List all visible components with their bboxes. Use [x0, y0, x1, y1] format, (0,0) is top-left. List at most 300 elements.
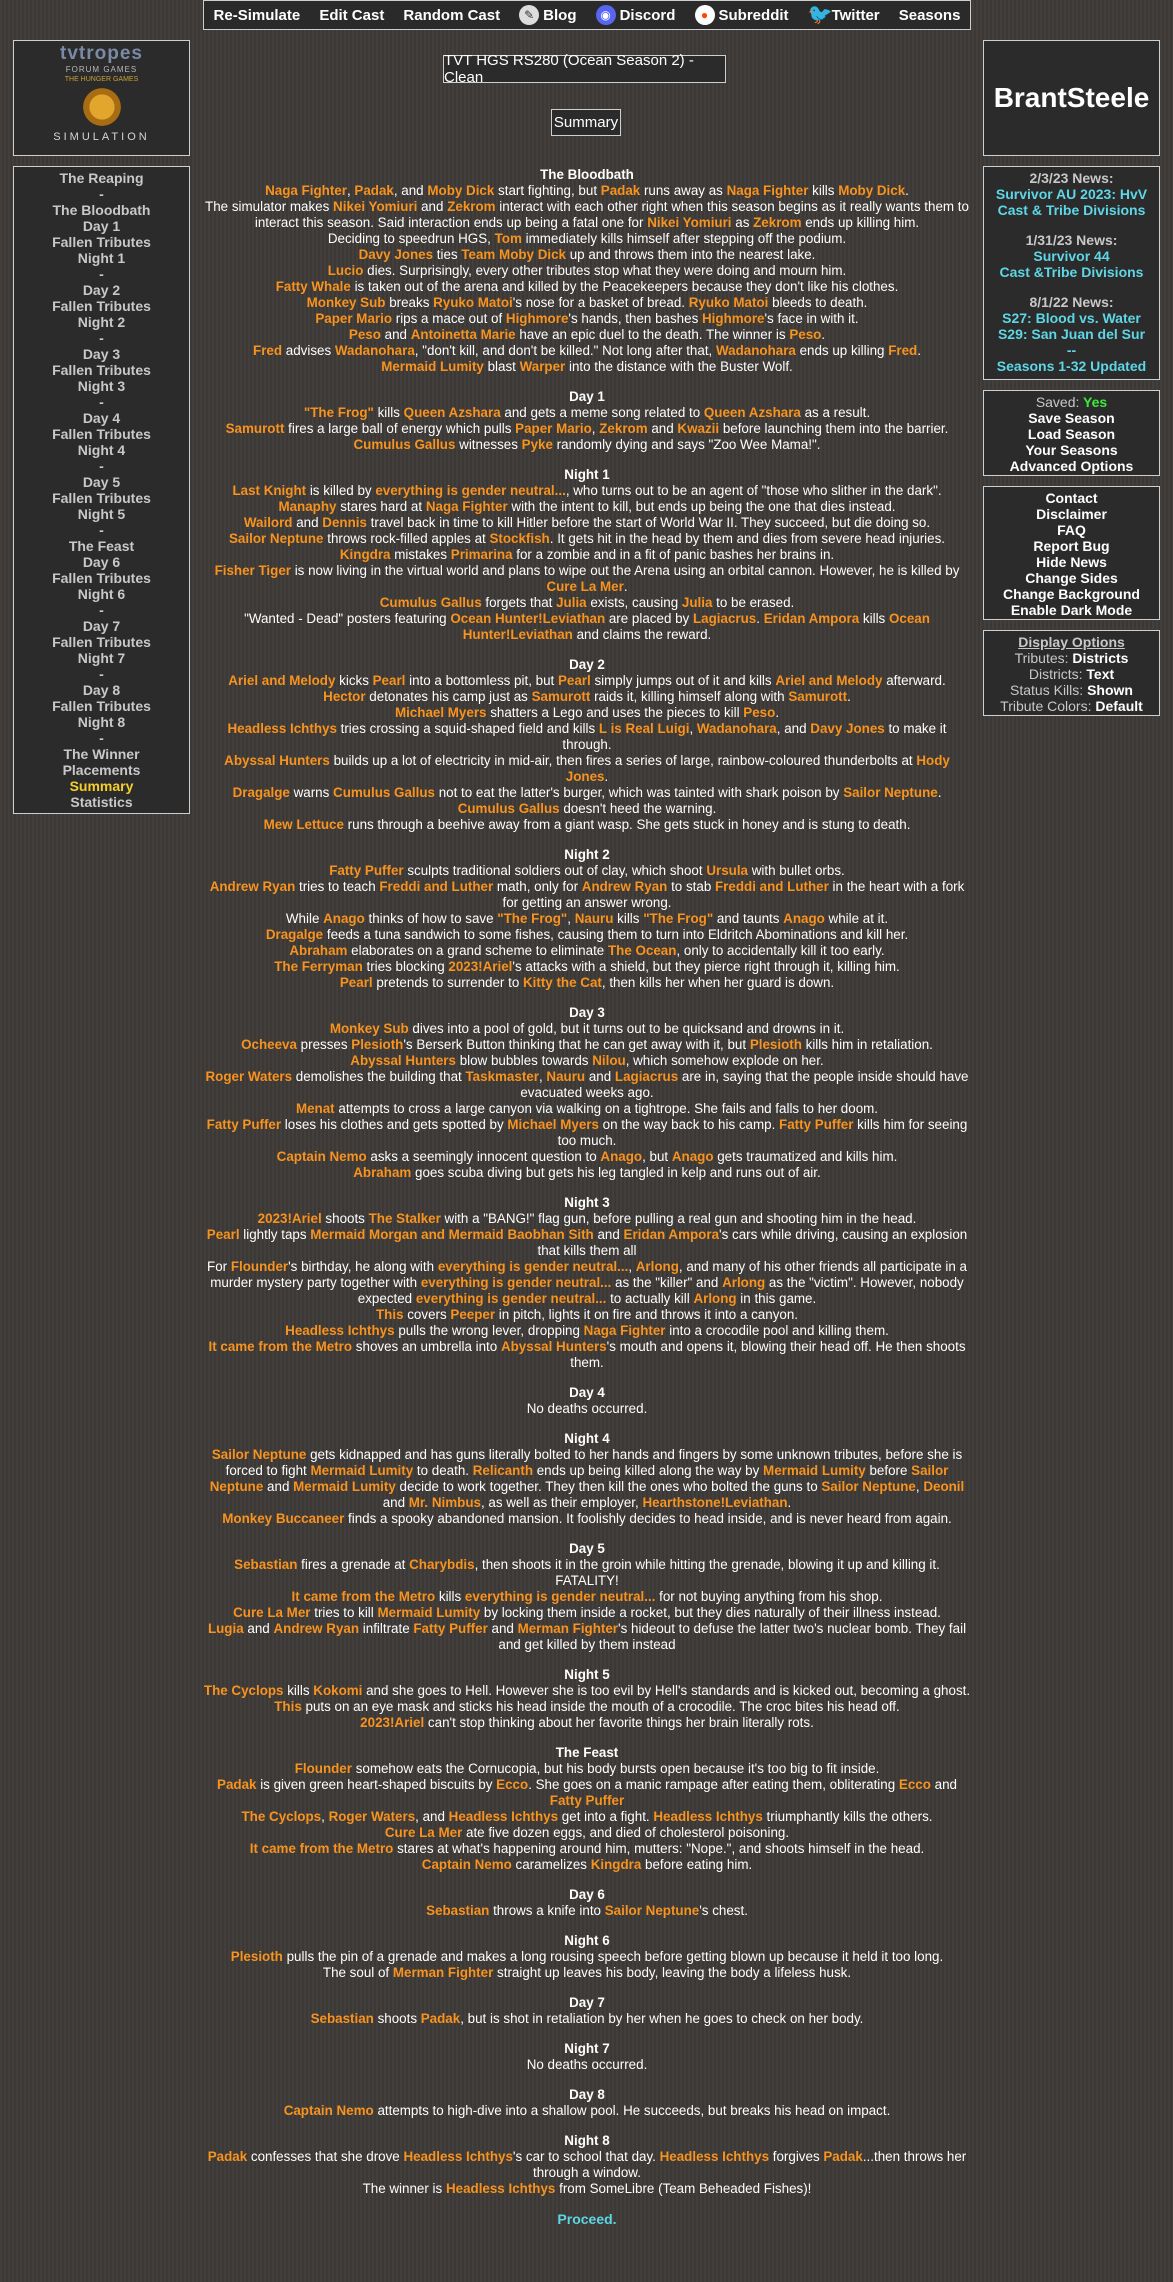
event-text: Fatty Puffer loses his clothes and gets spotted by Michael Myers on the way back to his camp. Fatty Puffer kills him for seeing too much.: [206, 1117, 968, 1148]
tribute-name: Naga Fighter: [425, 499, 508, 514]
event-text: Captain Nemo asks a seemingly innocent question to Anago, but Anago gets traumatized and kills him.: [276, 1149, 898, 1164]
phase-navigation: [13, 166, 190, 814]
tribute-name: Padak: [354, 183, 394, 198]
event-text: Monkey Buccaneer finds a spooky abandoned mansion. It foolishly decides to head inside, and is never heard from again.: [222, 1511, 952, 1526]
tribute-name: Nilou: [592, 1053, 626, 1068]
event-text: Cumulus Gallus forgets that Julia exists, causing Julia to be erased.: [379, 595, 795, 610]
advanced-options-link[interactable]: Advanced Options: [1009, 458, 1134, 474]
phase-link[interactable]: The Bloodbath: [52, 202, 151, 218]
tribute-name: "The Frog": [643, 911, 714, 926]
season-title: TVT HGS RS280 (Ocean Season 2) - Clean: [443, 55, 726, 83]
phase-link[interactable]: Fallen Tributes: [52, 698, 151, 714]
tribute-name: Warper: [519, 359, 566, 374]
news-link[interactable]: S29: San Juan del Sur: [997, 326, 1146, 342]
tribute-name: Samurott: [531, 689, 591, 704]
tribute-name: Kwazii: [677, 421, 720, 436]
phase-link[interactable]: Night 7: [77, 650, 126, 666]
summary-content: [203, 167, 971, 2227]
event-text: Monkey Sub dives into a pool of gold, but it turns out to be quicksand and drowns in it.: [329, 1021, 845, 1036]
event-text: No deaths occurred.: [526, 1401, 648, 1416]
display-row-value[interactable]: Default: [1095, 698, 1143, 714]
tribute-name: Flounder: [230, 1259, 289, 1274]
event-text: It came from the Metro kills everything is gender neutral... for not buying anything from his shop.: [291, 1589, 883, 1604]
tribute-name: Moby Dick: [838, 183, 906, 198]
tribute-name: Headless Ichthys: [285, 1323, 395, 1338]
tribute-name: Cure La Mer: [233, 1605, 311, 1620]
event-text: The soul of Merman Fighter straight up leaves his body, leaving the body a lifeless husk.: [322, 1965, 852, 1980]
tribute-name: Dragalge: [232, 785, 290, 800]
tribute-name: This: [375, 1307, 404, 1322]
tribute-name: Ecco: [898, 1777, 931, 1792]
phase-link[interactable]: Night 2: [77, 314, 126, 330]
tribute-name: 2023!Ariel: [448, 959, 513, 974]
nav-blog[interactable]: [519, 5, 576, 25]
tribute-name: Fatty Puffer: [413, 1621, 488, 1636]
tribute-name: Lucio: [327, 263, 364, 278]
event-text: Padak is given green heart-shaped biscuits by Ecco. She goes on a manic rampage after eating them, obliterating Ecco and Fatty Puffer: [217, 1777, 957, 1808]
section-title: Night 7: [564, 2041, 610, 2056]
tribute-name: Paper Mario: [515, 421, 592, 436]
event-text: Mew Lettuce runs through a beehive away from a giant wasp. She gets stuck in honey and is stung to death.: [263, 817, 911, 832]
event-text: Padak confesses that she drove Headless Ichthys's car to school that day. Headless Ichthys forgives Padak...then throws her through a window.: [207, 2149, 967, 2180]
tribute-name: Lugia: [207, 1621, 244, 1636]
nav-separator: -: [99, 730, 104, 746]
brand-logo[interactable]: BrantSteele: [983, 40, 1160, 156]
tribute-name: Mermaid Lumity: [381, 359, 484, 374]
tribute-name: Paper Mario: [315, 311, 393, 326]
tribute-name: Fatty Puffer: [779, 1117, 854, 1132]
tribute-name: Dennis: [322, 515, 367, 530]
display-row-label: Tributes:: [1014, 650, 1069, 666]
news-link[interactable]: Cast & Tribe Divisions: [997, 202, 1146, 218]
tribute-name: Ariel and Melody: [775, 673, 883, 688]
display-options-title[interactable]: Display Options: [1018, 634, 1125, 650]
tribute-name: The Ferryman: [274, 959, 363, 974]
event-text: Cure La Mer ate five dozen eggs, and died of cholesterol poisoning.: [384, 1825, 790, 1840]
blog-icon: ✎: [519, 5, 539, 25]
phase-link[interactable]: Fallen Tributes: [52, 234, 151, 250]
change-background-link[interactable]: Change Background: [1003, 586, 1140, 602]
event-text: "The Frog" kills Queen Azshara and gets a meme song related to Queen Azshara as a result.: [303, 405, 871, 420]
event-text: Sailor Neptune throws rock-filled apples at Stockfish. It gets hit in the head by them and dies from severe head injuries.: [229, 531, 945, 546]
tribute-name: Peso: [348, 327, 381, 342]
news-date: 1/31/23 News:: [1025, 232, 1118, 248]
display-row: [984, 682, 1159, 698]
phase-link[interactable]: Night 3: [77, 378, 126, 394]
event-text: The simulator makes Nikei Yomiuri and Zekrom interact with each other right when this season begins as it really wants them to interact this season. Said interaction ends up being a fatal one for Nikei Yomiuri as Zekrom ends up killing him.: [205, 199, 969, 230]
tribute-name: Headless Ichthys: [227, 721, 337, 736]
tribute-name: Naga Fighter: [726, 183, 809, 198]
event-text: Peso and Antoinetta Marie have an epic duel to the death. The winner is Peso.: [348, 327, 826, 342]
event-text: It came from the Metro stares at what's happening around him, mutters: "Nope.", and shoots himself in the head.: [249, 1841, 925, 1856]
tribute-name: Hearthstone!Leviathan: [642, 1495, 788, 1510]
tribute-name: Stockfish: [489, 531, 550, 546]
event-text: Cure La Mer tries to kill Mermaid Lumity by locking them inside a rocket, but they dies naturally of their illness instead.: [233, 1605, 941, 1620]
nav-random-cast[interactable]: [403, 7, 500, 24]
tribute-name: Highmore: [505, 311, 569, 326]
tribute-name: Padak: [823, 2149, 863, 2164]
tribute-name: Ocean Hunter!Leviathan: [462, 611, 930, 642]
nav-separator: -: [99, 666, 104, 682]
event-text: Wailord and Dennis travel back in time to kill Hitler before the start of World War II. They succeed, but die doing so.: [243, 515, 931, 530]
event-text: Kingdra mistakes Primarina for a zombie and in a fit of panic bashes her brains in.: [339, 547, 835, 562]
save-panel: [983, 390, 1160, 476]
tribute-name: Monkey Sub: [329, 1021, 409, 1036]
tribute-name: Hector: [323, 689, 366, 704]
display-row-label: Districts:: [1028, 666, 1083, 682]
tribute-name: Ecco: [496, 1777, 529, 1792]
disclaimer-link[interactable]: Disclaimer: [1036, 506, 1107, 522]
news-date: 2/3/23 News:: [1029, 170, 1114, 186]
nav-label: Edit Cast: [319, 6, 385, 24]
phase-link[interactable]: Fallen Tributes: [52, 298, 151, 314]
phase-link[interactable]: Day 5: [82, 474, 121, 490]
tribute-name: Nikei Yomiuri: [647, 215, 732, 230]
event-text: Lugia and Andrew Ryan infiltrate Fatty Puffer and Merman Fighter's hideout to defuse the latter two's nuclear bomb. They fail and get killed by them instead: [207, 1621, 967, 1652]
tribute-name: Andrew Ryan: [581, 879, 668, 894]
event-text: Sebastian fires a grenade at Charybdis, then shoots it in the groin while hitting the grenade, blowing it up and killing it. FATALITY!: [234, 1557, 940, 1588]
event-text: The Cyclops, Roger Waters, and Headless Ichthys get into a fight. Headless Ichthys triumphantly kills the others.: [241, 1809, 933, 1824]
tribute-name: Lagiacrus: [692, 611, 757, 626]
tribute-name: Andrew Ryan: [209, 879, 296, 894]
section-title: Day 4: [569, 1385, 605, 1400]
tribute-name: Cure La Mer: [384, 1825, 463, 1840]
tribute-name: Plesioth: [351, 1037, 404, 1052]
phase-link[interactable]: Day 3: [82, 346, 121, 362]
event-text: This covers Peeper in pitch, lights it on fire and throws it into a canyon.: [375, 1307, 799, 1322]
phase-link[interactable]: Day 8: [82, 682, 121, 698]
report-bug-link[interactable]: Report Bug: [1033, 538, 1110, 554]
phase-link[interactable]: Night 4: [77, 442, 126, 458]
nav-separator: -: [99, 458, 104, 474]
phase-link[interactable]: Day 7: [82, 618, 121, 634]
proceed-link[interactable]: Proceed.: [557, 2211, 617, 2227]
tribute-name: Taskmaster: [465, 1069, 539, 1084]
section-title: The Feast: [555, 1745, 619, 1760]
hide-news-link[interactable]: Hide News: [1036, 554, 1107, 570]
phase-link[interactable]: Day 4: [82, 410, 121, 426]
tribute-name: It came from the Metro: [291, 1589, 436, 1604]
phase-link[interactable]: The Feast: [68, 538, 135, 554]
tribute-name: Anago: [600, 1149, 643, 1164]
tribute-name: Mermaid Morgan and Mermaid Baobhan Sith: [310, 1227, 594, 1242]
event-text: Manaphy stares hard at Naga Fighter with the intent to kill, but ends up being the one that dies instead.: [278, 499, 896, 514]
logo-line3: THE HUNGER GAMES: [64, 76, 139, 83]
tribute-name: Samurott: [225, 421, 285, 436]
tribute-name: Cumulus Gallus: [333, 785, 435, 800]
event-text: Andrew Ryan tries to teach Freddi and Luther math, only for Andrew Ryan to stab Freddi and Luther in the heart with a fork for getting an answer wrong.: [209, 879, 965, 910]
section-title: Day 3: [569, 1005, 605, 1020]
tribute-name: Sailor Neptune: [843, 785, 938, 800]
nav-separator: -: [99, 330, 104, 346]
tribute-name: Freddi and Luther: [715, 879, 829, 894]
phase-link[interactable]: Night 1: [77, 250, 126, 266]
event-text: Sebastian throws a knife into Sailor Neptune's chest.: [426, 1903, 748, 1918]
event-text: The Ferryman tries blocking 2023!Ariel's attacks with a shield, but they pierce right through it, killing him.: [274, 959, 900, 974]
section-title: Day 7: [569, 1995, 605, 2010]
event-text: Cumulus Gallus witnesses Pyke randomly dying and says "Zoo Wee Mama!".: [353, 437, 821, 452]
event-text: Fred advises Wadanohara, "don't kill, and don't be killed." Not long after that, Wadanohara ends up killing Fred.: [253, 343, 921, 358]
event-text: Sebastian shoots Padak, but is shot in retaliation by her when he goes to check on her body.: [310, 2011, 864, 2026]
tribute-name: Cumulus Gallus: [379, 595, 482, 610]
tribute-name: Fatty Puffer: [549, 1793, 625, 1808]
section-title: Night 5: [564, 1667, 610, 1682]
site-logo[interactable]: [13, 40, 190, 156]
tribute-name: Plesioth: [749, 1037, 802, 1052]
event-text: Last Knight is killed by everything is gender neutral..., who turns out to be an agent of "those who slither in the dark".: [232, 483, 942, 498]
tribute-name: Lagiacrus: [614, 1069, 679, 1084]
section-title: Day 1: [569, 389, 605, 404]
phase-link[interactable]: Night 6: [77, 586, 126, 602]
tribute-name: Hody Jones: [565, 753, 950, 784]
tribute-name: Deonil: [923, 1479, 965, 1494]
phase-link[interactable]: Fallen Tributes: [52, 634, 151, 650]
tribute-name: Sailor Neptune: [211, 1447, 307, 1462]
phase-link[interactable]: Day 2: [82, 282, 121, 298]
section-title: Night 6: [564, 1933, 610, 1948]
tribute-name: Samurott: [788, 689, 848, 704]
tribute-name: Abyssal Hunters: [500, 1339, 607, 1354]
phase-link[interactable]: The Winner: [63, 746, 140, 762]
tribute-name: Anago: [323, 911, 365, 926]
event-text: Ariel and Melody kicks Pearl into a bottomless pit, but Pearl simply jumps out of it and kills Ariel and Melody afterward.: [228, 673, 946, 688]
phase-link[interactable]: Fallen Tributes: [52, 426, 151, 442]
phase-link[interactable]: The Reaping: [59, 170, 144, 186]
tribute-name: Wadanohara: [696, 721, 777, 736]
tribute-name: Kitty the Cat: [523, 975, 602, 990]
tribute-name: Headless Ichthys: [659, 2149, 770, 2164]
discord-icon: ◉: [596, 5, 616, 25]
nav-discord[interactable]: [596, 5, 676, 25]
logo-line1: tvtropes: [60, 43, 143, 64]
tribute-name: Anago: [671, 1149, 714, 1164]
event-text: Fatty Puffer sculpts traditional soldiers out of clay, which shoot Ursula with bullet orbs.: [329, 863, 845, 878]
saved-value: Yes: [1083, 394, 1108, 410]
tribute-name: The Ocean: [607, 943, 677, 958]
load-season-link[interactable]: Load Season: [1027, 426, 1116, 442]
tribute-name: Padak: [217, 1777, 257, 1792]
phase-link[interactable]: Night 5: [77, 506, 126, 522]
section-title: Night 2: [564, 847, 610, 862]
event-text: Naga Fighter, Padak, and Moby Dick start fighting, but Padak runs away as Naga Fighter kills Moby Dick.: [265, 183, 909, 198]
phase-link[interactable]: Fallen Tributes: [52, 362, 151, 378]
section-title: Night 1: [564, 467, 610, 482]
event-text: Fatty Whale is taken out of the arena and killed by the Peacekeepers because they don't like his clothes.: [275, 279, 899, 294]
tribute-name: Davy Jones: [358, 247, 434, 262]
tribute-name: It came from the Metro: [208, 1339, 353, 1354]
event-text: "Wanted - Dead" posters featuring Ocean Hunter!Leviathan are placed by Lagiacrus. Eridan Ampora kills Ocean Hunter!Leviathan and claims the reward.: [244, 611, 930, 642]
tribute-name: Zekrom: [599, 421, 648, 436]
saved-status: [984, 394, 1159, 410]
your-seasons-link[interactable]: Your Seasons: [1025, 442, 1118, 458]
event-text: Paper Mario rips a mace out of Highmore's hands, then bashes Highmore's face in with it.: [315, 311, 859, 326]
event-text: Abraham goes scuba diving but gets his leg tangled in kelp and runs out of air.: [353, 1165, 821, 1180]
tribute-name: Nauru: [574, 911, 614, 926]
tribute-name: Cumulus Gallus: [457, 801, 560, 816]
phase-link[interactable]: Fallen Tributes: [52, 570, 151, 586]
news-panel: [983, 166, 1160, 380]
tribute-name: Fred: [253, 343, 283, 358]
nav-label: Blog: [543, 6, 577, 24]
tribute-name: Eridan Ampora: [763, 611, 860, 626]
reddit-icon: ●: [695, 5, 715, 25]
tribute-name: Roger Waters: [328, 1809, 416, 1824]
tribute-name: Nauru: [546, 1069, 586, 1084]
tribute-name: Charybdis: [409, 1557, 475, 1572]
tribute-name: Pearl: [206, 1227, 240, 1242]
tribute-name: Michael Myers: [394, 705, 487, 720]
tribute-name: Sebastian: [310, 2011, 374, 2026]
news-link[interactable]: S27: Blood vs. Water: [1002, 310, 1141, 326]
event-text: It came from the Metro shoves an umbrella into Abyssal Hunters's mouth and opens it, blowing their head off. He then shoots them.: [208, 1339, 966, 1370]
phase-link[interactable]: Day 6: [82, 554, 121, 570]
news-link[interactable]: Survivor 44: [1033, 248, 1110, 264]
news-link[interactable]: Survivor AU 2023: HvV: [995, 186, 1148, 202]
event-text: This puts on an eye mask and sticks his head inside the mouth of a crocodile. The croc bites his head off.: [274, 1699, 900, 1714]
section-title: Night 4: [564, 1431, 610, 1446]
tribute-name: everything is gender neutral...: [464, 1589, 656, 1604]
nav-label: Subreddit: [718, 6, 789, 24]
nav-subreddit[interactable]: [695, 5, 789, 25]
tribute-name: Queen Azshara: [703, 405, 801, 420]
event-text: Davy Jones ties Team Moby Dick up and throws them into the nearest lake.: [358, 247, 816, 262]
tribute-name: Primarina: [450, 547, 513, 562]
tribute-name: Michael Myers: [507, 1117, 599, 1132]
logo-line2: FORUM GAMES: [65, 65, 138, 74]
nav-twitter[interactable]: [808, 5, 880, 25]
news-link[interactable]: Cast &Tribe Divisions: [999, 264, 1144, 280]
contact-link[interactable]: Contact: [1045, 490, 1098, 506]
tribute-name: Sebastian: [426, 1903, 490, 1918]
tribute-name: Merman Fighter: [392, 1965, 494, 1980]
tribute-name: Padak: [600, 183, 641, 198]
section-title: Night 8: [564, 2133, 610, 2148]
phase-link[interactable]: Summary: [69, 778, 134, 794]
top-navigation: [203, 0, 971, 30]
summary-button[interactable]: Summary: [551, 109, 621, 136]
display-row-label: Tribute Colors:: [1000, 698, 1092, 714]
event-text: Sailor Neptune gets kidnapped and has guns literally bolted to her hands and fingers by some unknown tributes, before she is forced to fight Mermaid Lumity to death. Relicanth ends up being killed along the way by Mermaid Lumity before Sailor Neptune and Mermaid Lumity decide to work together. They then kill the ones who bolted the guns to Sailor Neptune, Deonil and Mr. Nimbus, as well as their employer, Hearthstone!Leviathan.: [209, 1447, 965, 1510]
nav-separator: -: [99, 394, 104, 410]
tribute-name: Anago: [783, 911, 825, 926]
faq-link[interactable]: FAQ: [1057, 522, 1086, 538]
tribute-name: Team Moby Dick: [461, 247, 567, 262]
news-link[interactable]: Seasons 1-32 Updated: [996, 358, 1147, 374]
saved-label: Saved:: [1035, 394, 1080, 410]
tribute-name: Fatty Whale: [275, 279, 351, 294]
event-text: Pearl pretends to surrender to Kitty the Cat, then kills her when her guard is down.: [339, 975, 835, 990]
tribute-name: Dragalge: [265, 927, 324, 942]
tribute-name: 2023!Ariel: [360, 1715, 425, 1730]
tribute-name: Pearl: [339, 975, 373, 990]
section-title: Day 5: [569, 1541, 605, 1556]
tribute-name: Fisher Tiger: [214, 563, 291, 578]
tribute-name: Relicanth: [472, 1463, 534, 1478]
tribute-name: Wadanohara: [716, 343, 796, 358]
nav-resimulate[interactable]: [214, 7, 301, 24]
phase-link[interactable]: Fallen Tributes: [52, 490, 151, 506]
event-text: For Flounder's birthday, he along with everything is gender neutral..., Arlong, and many of his other friends all participate in a murder mystery party together with everything is gender neutral... as the "killer" and Arlong as the "victim". However, nobody expected everything is gender neutral... to actually kill Arlong in this game.: [207, 1259, 967, 1306]
tribute-name: Sailor Neptune: [604, 1903, 700, 1918]
event-text: Plesioth pulls the pin of a grenade and makes a long rousing speech before getting blown up because it held it too long.: [230, 1949, 944, 1964]
tribute-name: Naga Fighter: [265, 183, 347, 198]
tribute-name: Headless Ichthys: [448, 1809, 559, 1824]
nav-label: Twitter: [831, 6, 880, 24]
tribute-name: Sailor Neptune: [209, 1463, 949, 1494]
tribute-name: Antoinetta Marie: [410, 327, 516, 342]
tribute-name: everything is gender neutral...: [420, 1275, 612, 1290]
tribute-name: Fred: [888, 343, 918, 358]
tribute-name: Padak: [207, 2149, 248, 2164]
display-row-value[interactable]: Text: [1086, 666, 1115, 682]
tribute-name: Monkey Buccaneer: [222, 1511, 345, 1526]
event-text: Deciding to speedrun HGS, Tom immediately kills himself after stepping off the podium.: [327, 231, 847, 246]
tribute-name: Monkey Sub: [306, 295, 386, 310]
display-row: [984, 666, 1159, 682]
nav-label: Re-Simulate: [213, 6, 301, 24]
event-text: 2023!Ariel shoots The Stalker with a "BANG!" flag gun, before pulling a real gun and shooting him in the head.: [257, 1211, 917, 1226]
tribute-name: Pearl: [557, 673, 591, 688]
tribute-name: Peeper: [450, 1307, 496, 1322]
nav-label: Seasons: [898, 6, 961, 24]
event-text: Lucio dies. Surprisingly, every other tributes stop what they were doing and mourn him.: [327, 263, 847, 278]
dark-mode-link[interactable]: Enable Dark Mode: [1010, 602, 1133, 618]
tribute-name: Padak: [420, 2011, 461, 2026]
tribute-name: Peso: [789, 327, 822, 342]
nav-edit-cast[interactable]: [319, 7, 384, 24]
phase-link[interactable]: Statistics: [70, 794, 133, 810]
event-text: Abraham elaborates on a grand scheme to eliminate The Ocean, only to accidentally kill it too early.: [289, 943, 885, 958]
event-text: Michael Myers shatters a Lego and uses the pieces to kill Peso.: [394, 705, 780, 720]
tribute-name: Abraham: [289, 943, 348, 958]
nav-seasons[interactable]: [899, 7, 961, 24]
tribute-name: The Cyclops: [203, 1683, 284, 1698]
tribute-name: Manaphy: [278, 499, 337, 514]
change-sides-link[interactable]: Change Sides: [1025, 570, 1118, 586]
phase-link[interactable]: Day 1: [82, 218, 121, 234]
tribute-name: Captain Nemo: [421, 1857, 512, 1872]
event-text: Captain Nemo attempts to high-dive into a shallow pool. He succeeds, but breaks his head on impact.: [283, 2103, 891, 2118]
phase-link[interactable]: Placements: [62, 762, 141, 778]
event-text: Pearl lightly taps Mermaid Morgan and Mermaid Baobhan Sith and Eridan Ampora's cars while driving, causing an explosion that kills them all: [206, 1227, 968, 1258]
display-row-value[interactable]: Shown: [1087, 682, 1133, 698]
tribute-name: Sebastian: [234, 1557, 298, 1572]
tribute-name: Kingdra: [339, 547, 391, 562]
tribute-name: Captain Nemo: [276, 1149, 367, 1164]
phase-link[interactable]: Night 8: [77, 714, 126, 730]
event-text: Flounder somehow eats the Cornucopia, but his body bursts open because it's too big to fit inside.: [294, 1761, 880, 1776]
tribute-name: Julia: [681, 595, 713, 610]
nav-separator: -: [99, 522, 104, 538]
tribute-name: Andrew Ryan: [273, 1621, 360, 1636]
event-text: Hector detonates his camp just as Samurott raids it, killing himself along with Samurott.: [323, 689, 851, 704]
tribute-name: Ryuko Matoi: [688, 295, 769, 310]
tribute-name: Last Knight: [232, 483, 307, 498]
event-text: Captain Nemo caramelizes Kingdra before eating him.: [421, 1857, 753, 1872]
tribute-name: Arlong: [722, 1275, 766, 1290]
tribute-name: Plesioth: [230, 1949, 283, 1964]
event-text: Abyssal Hunters blow bubbles towards Nilou, which somehow explode on her.: [350, 1053, 824, 1068]
save-season-link[interactable]: Save Season: [1028, 410, 1115, 426]
display-options-panel: [983, 630, 1160, 716]
tribute-name: Ryuko Matoi: [433, 295, 513, 310]
display-row-value[interactable]: Districts: [1072, 650, 1129, 666]
news-link: --: [1066, 342, 1077, 358]
tribute-name: Fatty Puffer: [329, 863, 404, 878]
tribute-name: Abyssal Hunters: [224, 753, 330, 768]
event-text: Samurott fires a large ball of energy which pulls Paper Mario, Zekrom and Kwazii before launching them into the barrier.: [225, 421, 949, 436]
tribute-name: Captain Nemo: [283, 2103, 374, 2118]
